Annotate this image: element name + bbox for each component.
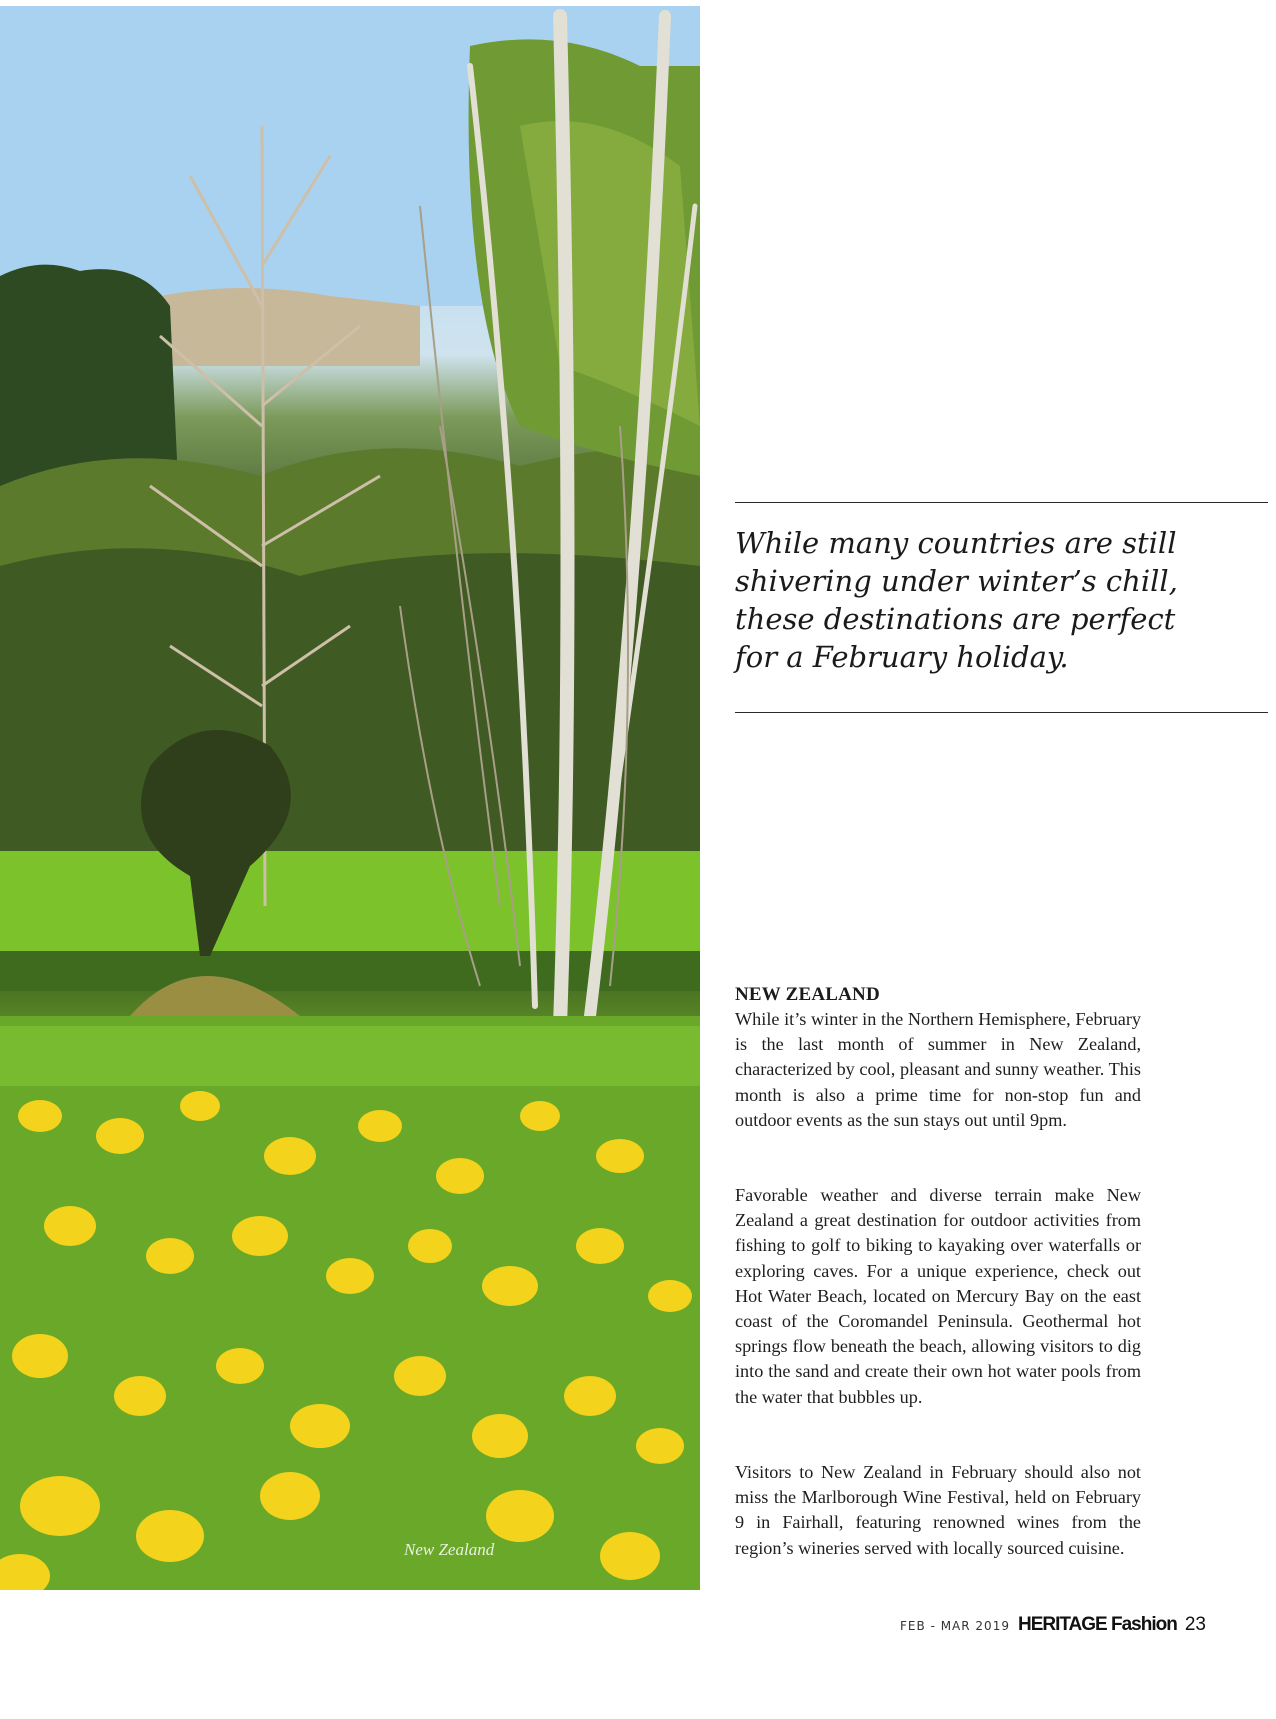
landscape-illustration <box>0 6 700 1590</box>
pull-quote-line: for a February holiday. <box>735 640 1069 674</box>
new-zealand-landscape-photo <box>0 6 700 1590</box>
issue-date: FEB - MAR 2019 <box>900 1619 1010 1633</box>
page-number: 23 <box>1184 1614 1206 1635</box>
pull-quote-line: shivering under winter’s chill, <box>735 564 1178 598</box>
pull-quote-line: these destinations are perfect <box>735 602 1176 636</box>
page-footer <box>900 1614 1206 1636</box>
article-paragraph: Visitors to New Zealand in February should also not miss the Marlborough Wine Festival, held on February 9 in Fairhall, featuring renowned wines from the region’s wineries served with locally sourced cuisine. <box>735 1462 1141 1558</box>
magazine-brand: HERITAGE Fashion <box>1017 1614 1177 1635</box>
photo-caption: New Zealand <box>404 1540 495 1559</box>
meadow-grass <box>0 1026 700 1086</box>
section-heading: NEW ZEALAND <box>735 984 880 1005</box>
foliage-shadow <box>0 548 700 866</box>
pull-quote <box>735 524 1178 676</box>
pull-quote-line: While many countries are still <box>735 526 1177 560</box>
daffodil-meadow <box>0 1016 700 1590</box>
pull-quote-bottom-rule <box>735 712 1268 713</box>
article-paragraph: Favorable weather and diverse terrain make New Zealand a great destination for outdoor activities from fishing to golf to biking to kayaking over waterfalls or exploring caves. For a unique experience, check out Hot Water Beach, located on Mercury Bay on the east coast of the Coromandel Peninsula. Geothermal hot springs flow beneath the beach, allowing visitors to dig into the sand and create their own hot water pools from the water that bubbles up. <box>735 1185 1141 1407</box>
pull-quote-top-rule <box>735 502 1268 503</box>
article-paragraph: While it’s winter in the Northern Hemisphere, February is the last month of summer in New Zealand, characterized by cool, pleasant and sunny weather. This month is also a prime time for non-stop fun and outdoor events as the sun stays out until 9pm. <box>735 1009 1141 1130</box>
